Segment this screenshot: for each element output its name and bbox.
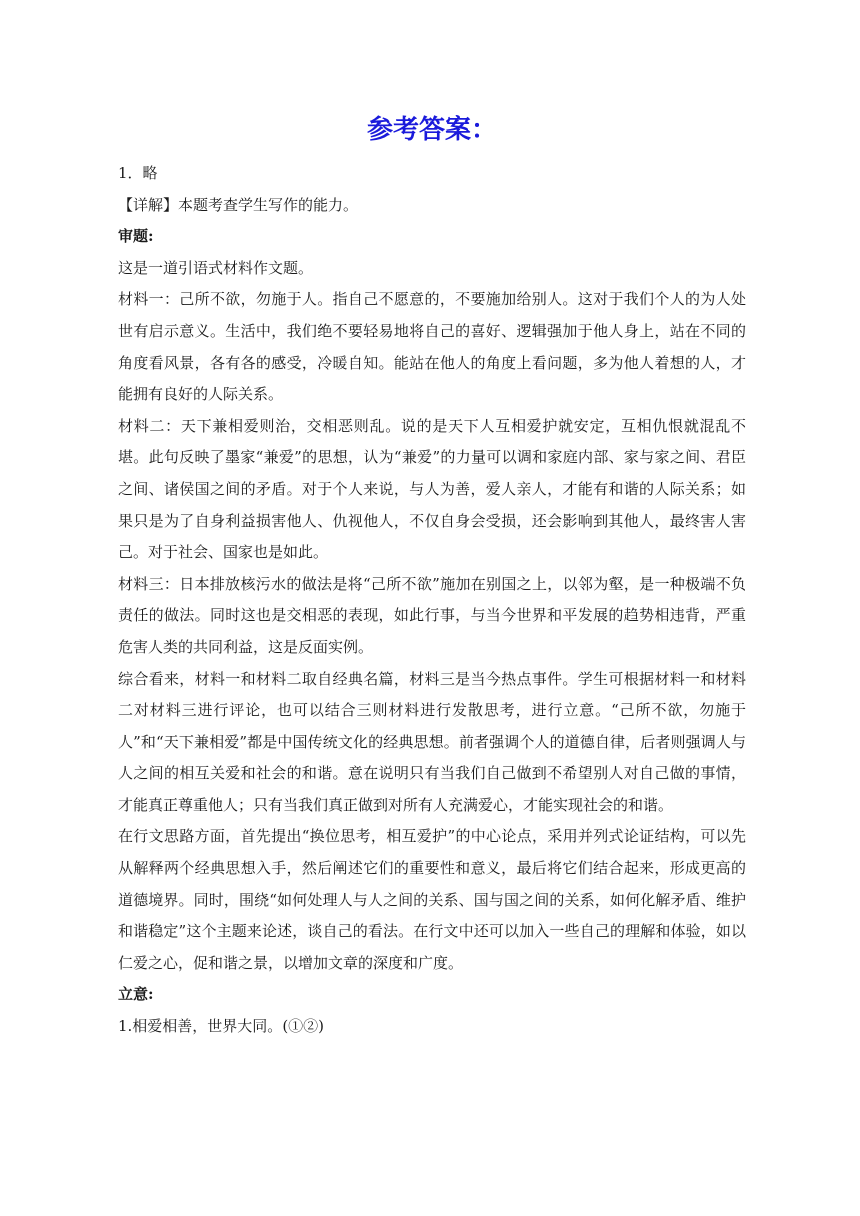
material-one-paragraph: 材料一：己所不欲，勿施于人。指自己不愿意的，不要施加给别人。这对于我们个人的为人处世有启示意义。生活中，我们绝不要轻易地将自己的喜好、逻辑强加于他人身上，站在不同的角度看风景，各有各的感受，冷暖自知。能站在他人的角度上看问题，多为他人着想的人，才能拥有良好的人际关系。 <box>118 290 746 404</box>
summary-paragraph: 综合看来，材料一和材料二取自经典名篇，材料三是当今热点事件。学生可根据材料一和材料二对材料三进行评论，也可以结合三则材料进行发散思考，进行立意。“己所不欲，勿施于人”和“天下兼相爱”都是中国传统文化的经典思想。前者强调个人的道德自律，后者则强调人与人之间的相互关爱和社会的和谐。意在说明只有当我们自己做到不希望别人对自己做的事情，才能真正尊重他人；只有当我们真正做到对所有人充满爱心，才能实现社会的和谐。 <box>118 669 746 814</box>
approach-paragraph: 在行文思路方面，首先提出“换位思考，相互爱护”的中心论点，采用并列式论证结构，可以先从解释两个经典思想入手，然后阐述它们的重要性和意义，最后将它们结合起来，形成更高的道德境界。同时，围绕“如何处理人与人之间的关系、国与国之间的关系，如何化解矛盾、维护和谐稳定”这个主题来论述，谈自己的看法。在行文中还可以加入一些自己的理解和体验，如以仁爱之心，促和谐之景，以增加文章的深度和广度。 <box>118 827 746 972</box>
intro-text: 这是一道引语式材料作文题。 <box>118 258 314 277</box>
answer-page <box>118 110 746 1043</box>
question-number: 1．略 <box>118 164 158 182</box>
material-two-paragraph: 材料二：天下兼相爱则治，交相恶则乱。说的是天下人互相爱护就安定，互相仇恨就混乱不堪。此句反映了墨家“兼爱”的思想，认为“兼爱”的力量可以调和家庭内部、家与家之间、君臣之间、诸侯国之间的矛盾。对于个人来说，与人为善，爱人亲人，才能有和谐的人际关系；如果只是为了自身利益损害他人、仇视他人，不仅自身会受损，还会影响到其他人，最终害人害己。对于社会、国家也是如此。 <box>118 416 746 562</box>
detail-note: 【详解】本题考查学生写作的能力。 <box>118 195 359 214</box>
liyi-heading: 立意: <box>118 985 154 1004</box>
shenti-heading: 审题: <box>118 227 154 246</box>
material-three-paragraph: 材料三：日本排放核污水的做法是将“己所不欲”施加在别国之上，以邻为壑，是一种极端不负责任的做法。同时这也是交相恶的表现，如此行事，与当今世界和平发展的趋势相违背，严重危害人类的共同利益，这是反面实例。 <box>118 574 746 656</box>
liyi-item-1: 1.相爱相善，世界大同。(①②) <box>118 1017 325 1036</box>
page-title: 参考答案： <box>366 115 497 145</box>
